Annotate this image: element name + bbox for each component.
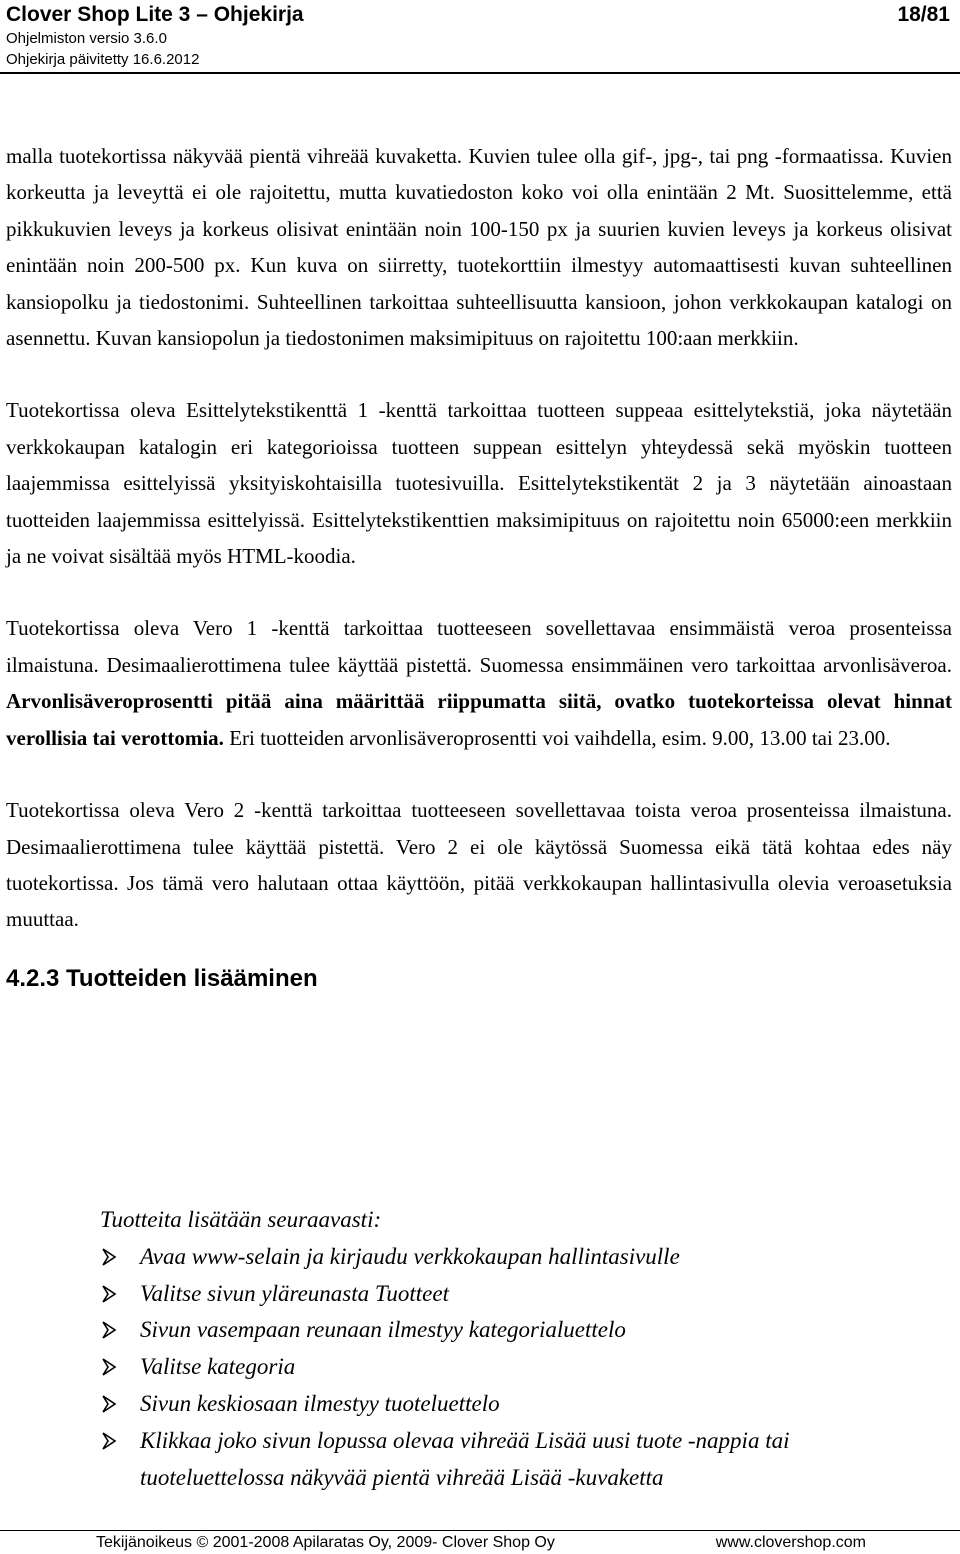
- page-header: [6, 2, 954, 70]
- arrow-bullet-icon: [100, 1394, 118, 1414]
- section-heading: 4.2.3 Tuotteiden lisääminen: [6, 964, 318, 992]
- arrow-bullet-icon: [100, 1247, 118, 1267]
- arrow-bullet-icon: [100, 1431, 118, 1451]
- document-title: Clover Shop Lite 3 – Ohjekirja: [6, 3, 304, 26]
- steps-block: [100, 1202, 920, 1496]
- page-body: [6, 138, 952, 994]
- footer-divider: [0, 1530, 960, 1531]
- header-title-row: [6, 2, 954, 28]
- step-text: Sivun vasempaan reunaan ilmestyy kategorialuettelo: [140, 1317, 626, 1343]
- list-item: [100, 1423, 920, 1497]
- list-item: [100, 1312, 920, 1349]
- website-link[interactable]: www.clovershop.com: [715, 1534, 866, 1551]
- paragraph-images: malla tuotekortissa näkyvää pientä vihreää kuvaketta. Kuvien tulee olla gif-, jpg-, tai png -formaatissa. Kuvien korkeutta ja leveyttä ei ole rajoitettu, mutta kuvatiedoston koko voi olla enintään 2 Mt. Suosittelemme, että pikkukuvien leveys ja korkeus olisivat enintään noin 100-150 px ja suurien kuvien leveys ja korkeus olisivat enintään noin 200-500 px. Kun kuva on siirretty, tuotekorttiin ilmestyy automaattisesti kuvan suhteellinen kansiopolku ja tiedostonimi. Suhteellinen tarkoittaa suhteellisuutta kansioon, johon verkkokaupan katalogi on asennettu. Kuvan kansiopolun ja tiedostonimen maksimipituus on rajoitettu 100:aan merkkiin.: [6, 144, 952, 351]
- page-footer: [96, 1533, 866, 1553]
- list-item: [100, 1349, 920, 1386]
- vat-1-bold-notice: Arvonlisäveroprosentti pitää aina määrittää riippumatta siitä, ovatko tuotekorteissa olevat hinnat verollisia tai verottomia.: [6, 689, 952, 750]
- steps-list: [100, 1239, 920, 1497]
- step-text: Sivun keskiosaan ilmestyy tuoteluettelo: [140, 1390, 500, 1416]
- copyright-notice: Tekijänoikeus © 2001-2008 Apilaratas Oy, 2009- Clover Shop Oy: [96, 1534, 555, 1551]
- vat-1-text-before: Tuotekortissa oleva Vero 1 -kenttä tarkoittaa tuotteeseen sovellettavaa ensimmäistä veroa prosenteissa ilmaistuna. Desimaalierottimena tulee käyttää pistettä. Suomessa ensimmäinen vero tarkoittaa arvonlisäveroa.: [6, 616, 952, 677]
- list-item: [100, 1276, 920, 1313]
- steps-intro: Tuotteita lisätään seuraavasti:: [100, 1207, 382, 1232]
- step-text: Valitse sivun yläreunasta Tuotteet: [140, 1280, 449, 1306]
- header-divider: [0, 72, 960, 74]
- list-item: [100, 1386, 920, 1423]
- manual-updated-date: Ohjekirja päivitetty 16.6.2012: [6, 51, 200, 68]
- step-text: Valitse kategoria: [140, 1354, 296, 1380]
- paragraph-vat-1: [6, 610, 952, 756]
- paragraph-vat-2: Tuotekortissa oleva Vero 2 -kenttä tarkoittaa tuotteeseen sovellettavaa toista veroa prosenteissa ilmaistuna. Desimaalierottimena tulee käyttää pistettä. Vero 2 ei ole käytössä Suomessa eikä tätä kohtaa edes näy tuotekortissa. Jos tämä vero halutaan ottaa käyttöön, pitää verkkokaupan hallintasivulla olevia veroasetuksia muuttaa.: [6, 798, 952, 932]
- vat-1-text-after: Eri tuotteiden arvonlisäveroprosentti voi vaihdella, esim. 9.00, 13.00 tai 23.00.: [223, 725, 891, 750]
- software-version: Ohjelmiston versio 3.6.0: [6, 30, 167, 47]
- arrow-bullet-icon: [100, 1357, 118, 1377]
- step-text: Avaa www-selain ja kirjaudu verkkokaupan hallintasivulle: [140, 1243, 680, 1269]
- list-item: [100, 1239, 920, 1276]
- page-number: 18/81: [897, 3, 950, 26]
- arrow-bullet-icon: [100, 1320, 118, 1340]
- arrow-bullet-icon: [100, 1284, 118, 1304]
- step-text: Klikkaa joko sivun lopussa olevaa vihreää Lisää uusi tuote -nappia tai tuoteluettelossa näkyvää pientä vihreää Lisää -kuvaketta: [140, 1427, 790, 1490]
- paragraph-description-fields: Tuotekortissa oleva Esittelytekstikenttä 1 -kenttä tarkoittaa tuotteen suppeaa esittelytekstiä, joka näytetään verkkokaupan katalogin eri kategorioissa tuotteen suppean esittelyn yhteydessä sekä myöskin tuotteen laajemmissa esittelyissä yksityiskohtaisilla tuotesivuilla. Esittelytekstikentät 2 ja 3 näytetään ainoastaan tuotteiden laajemmissa esittelyissä. Esittelytekstikenttien maksimipituus on rajoitettu noin 65000:een merkkiin ja ne voivat sisältää myös HTML-koodia.: [6, 398, 952, 569]
